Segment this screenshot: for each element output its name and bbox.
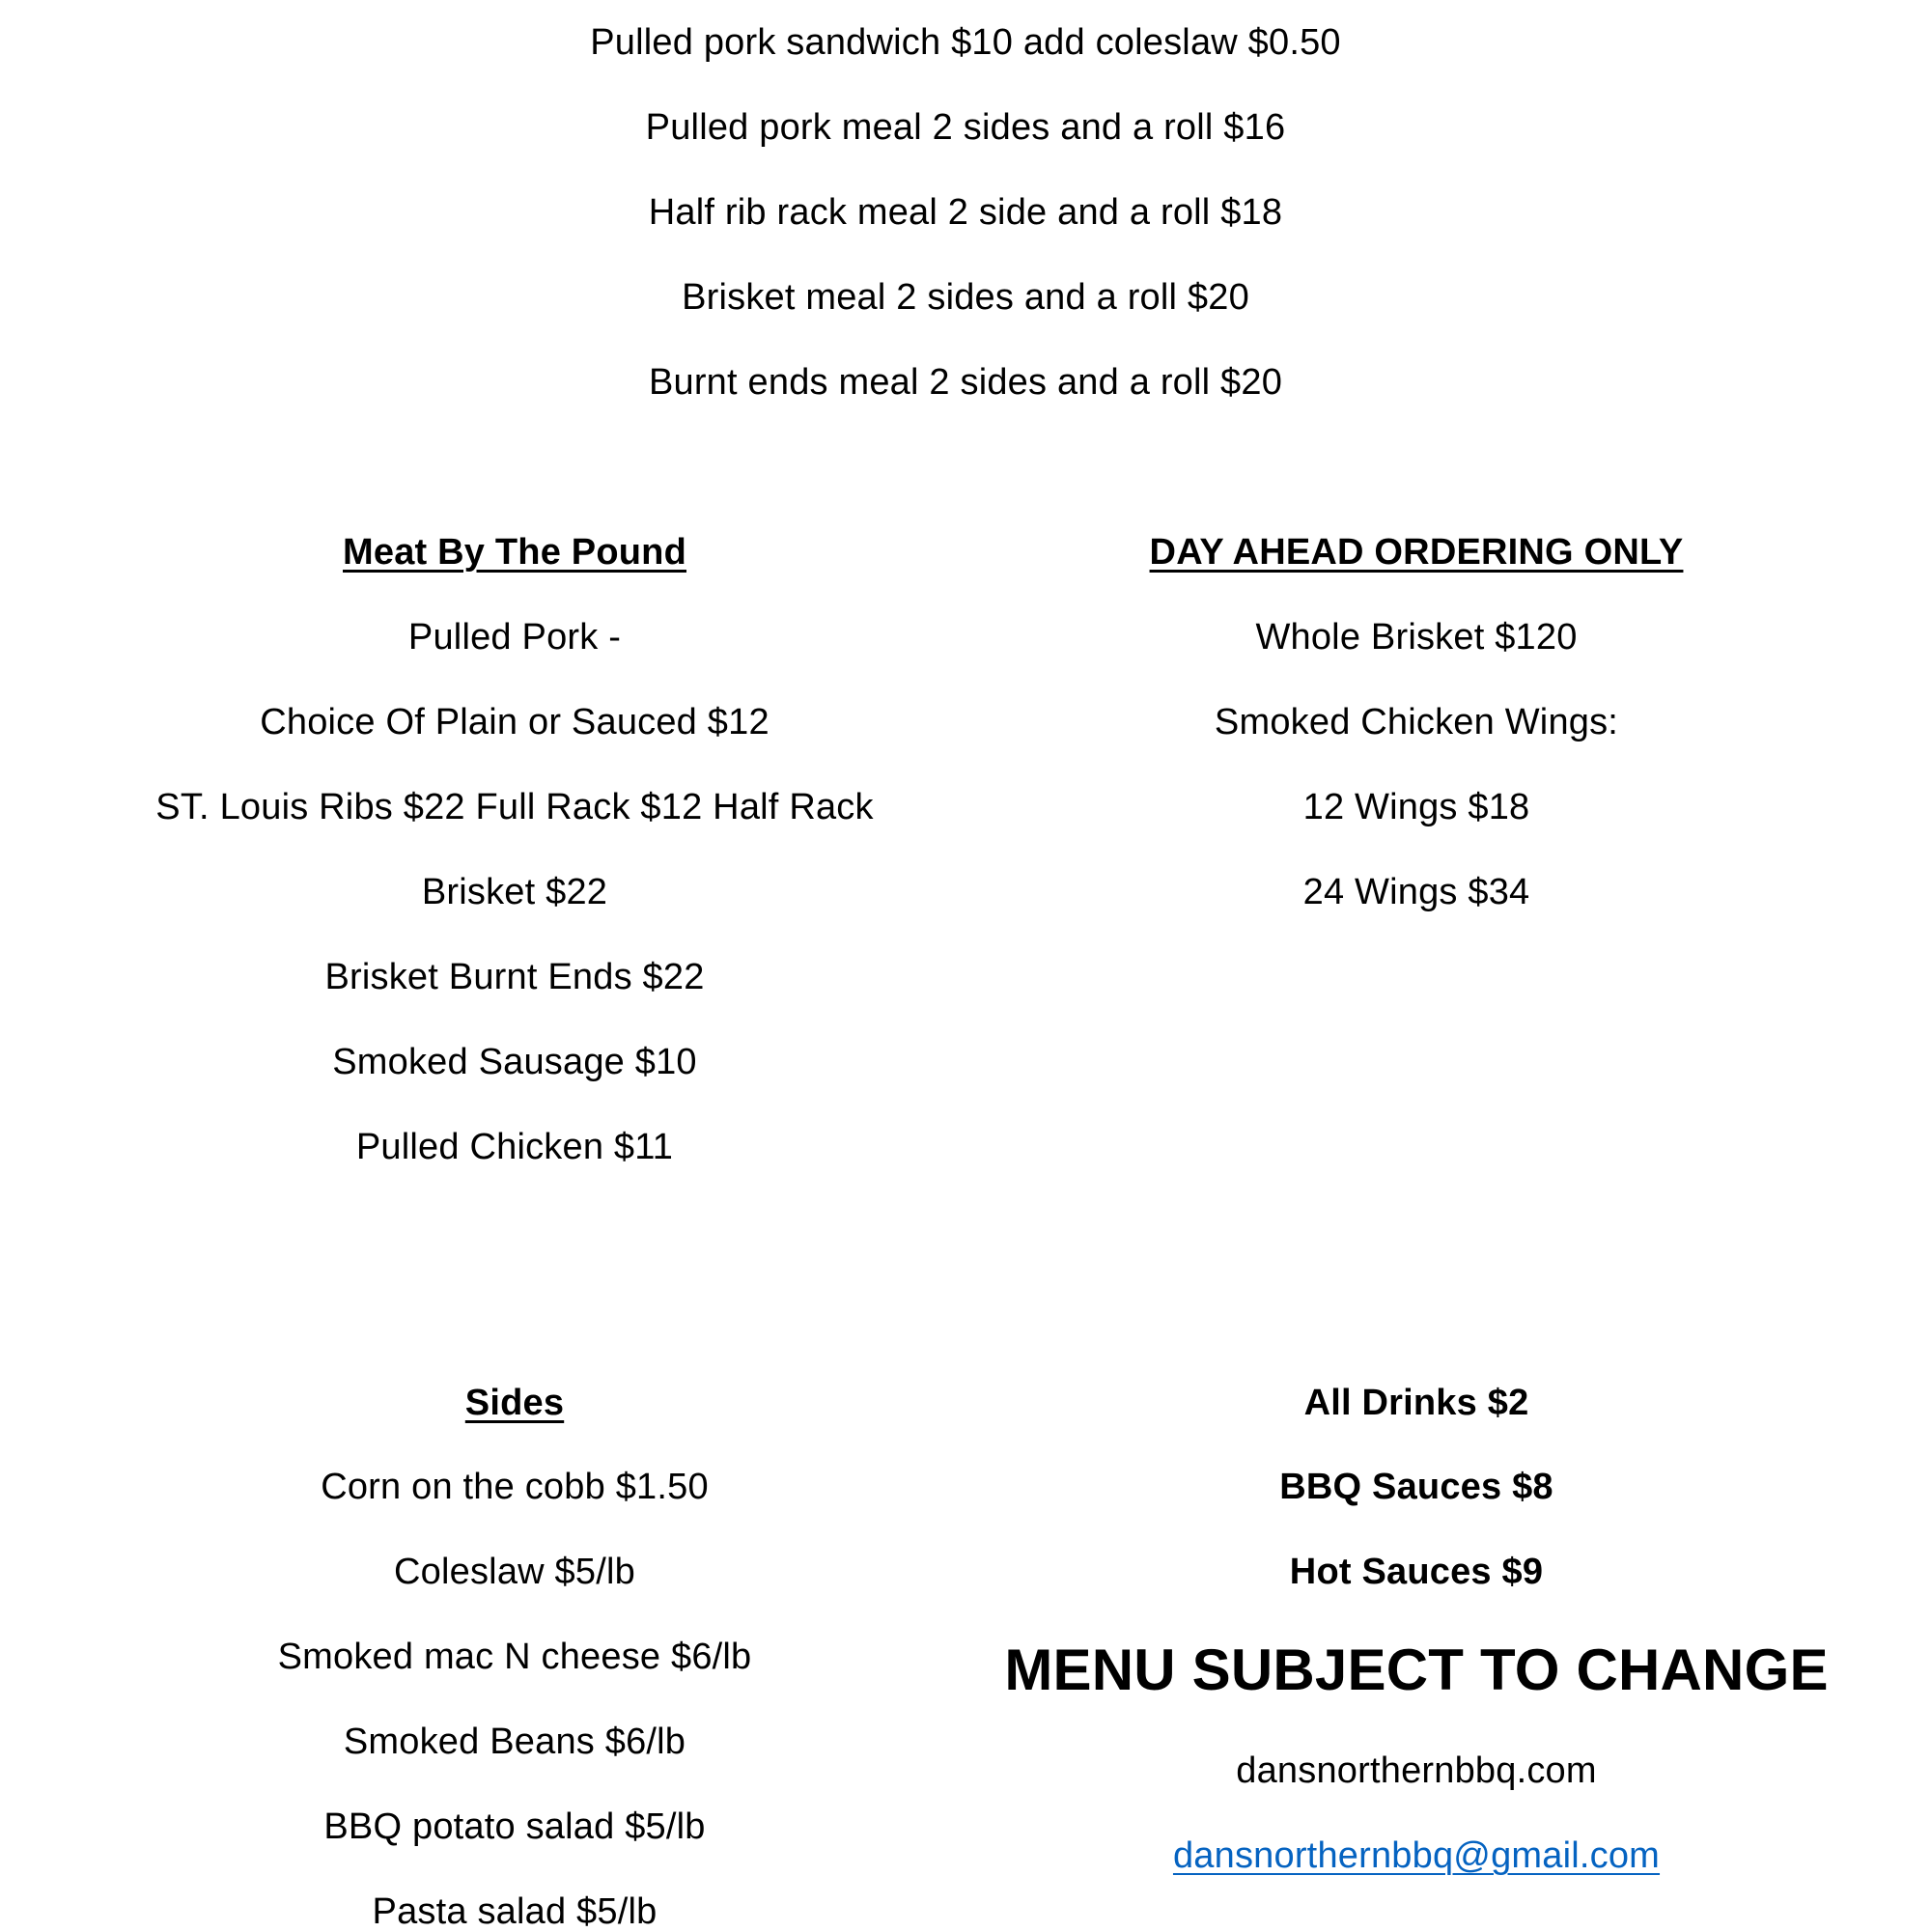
side-item: Coleslaw $5/lb: [394, 1552, 635, 1592]
day-ahead-item: Whole Brisket $120: [1255, 617, 1578, 658]
bbq-sauces-price: BBQ Sauces $8: [1279, 1467, 1553, 1507]
side-item: Pasta salad $5/lb: [372, 1891, 658, 1932]
meal-item: Pulled pork meal 2 sides and a roll $16: [645, 107, 1286, 148]
sides-heading: Sides: [464, 1383, 565, 1423]
meal-item: Burnt ends meal 2 sides and a roll $20: [648, 362, 1283, 403]
meat-item: Brisket Burnt Ends $22: [324, 957, 705, 997]
side-item: Smoked Beans $6/lb: [343, 1722, 686, 1762]
day-ahead-heading: DAY AHEAD ORDERING ONLY: [1149, 532, 1684, 573]
meat-item: Brisket $22: [421, 872, 608, 912]
meat-by-pound-heading: Meat By The Pound: [343, 532, 686, 573]
hot-sauces-price: Hot Sauces $9: [1289, 1552, 1544, 1592]
meat-item: ST. Louis Ribs $22 Full Rack $12 Half Rack: [155, 787, 874, 827]
drinks-price: All Drinks $2: [1303, 1383, 1529, 1423]
side-item: BBQ potato salad $5/lb: [323, 1806, 706, 1847]
day-ahead-item: 24 Wings $34: [1302, 872, 1530, 912]
meal-item: Brisket meal 2 sides and a roll $20: [682, 277, 1249, 318]
website-text: dansnorthernbbq.com: [1236, 1750, 1597, 1791]
meal-item: Half rib rack meal 2 side and a roll $18: [648, 192, 1283, 233]
meat-item: Pulled Pork -: [407, 617, 622, 658]
day-ahead-item: 12 Wings $18: [1302, 787, 1530, 827]
meal-item: Pulled pork sandwich $10 add coleslaw $0.50: [590, 22, 1341, 63]
meat-item: Choice Of Plain or Sauced $12: [260, 702, 770, 742]
meat-item: Pulled Chicken $11: [355, 1127, 674, 1167]
meat-item: Smoked Sausage $10: [332, 1042, 697, 1082]
day-ahead-item: Smoked Chicken Wings:: [1214, 702, 1619, 742]
menu-notice: MENU SUBJECT TO CHANGE: [1004, 1638, 1829, 1702]
side-item: Smoked mac N cheese $6/lb: [277, 1637, 752, 1677]
email-link[interactable]: dansnorthernbbq@gmail.com: [1172, 1835, 1661, 1876]
side-item: Corn on the cobb $1.50: [321, 1467, 709, 1507]
